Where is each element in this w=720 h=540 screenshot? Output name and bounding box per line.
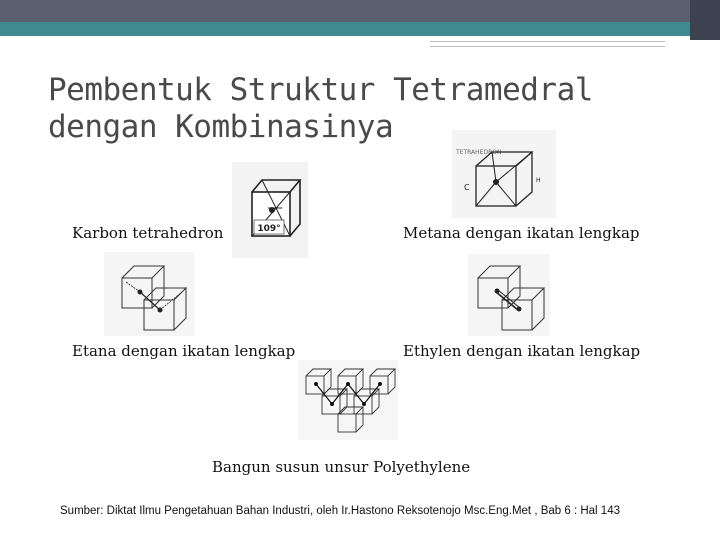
ethylen-diagram	[468, 254, 550, 336]
header-rule-1	[430, 41, 665, 42]
header-rule-2	[430, 46, 665, 47]
header-corner-block	[690, 0, 720, 40]
figure-metana	[452, 130, 556, 218]
metana-header-text: TETRAHEDRON	[456, 149, 502, 156]
polyethylene-diagram	[298, 360, 398, 440]
metana-label-c: C	[464, 183, 470, 192]
title-line-2: dengan Kombinasinya	[48, 109, 394, 145]
karbon-tetrahedron-diagram	[232, 162, 308, 258]
caption-ethylen: Ethylen dengan ikatan lengkap	[403, 342, 641, 360]
header-band-dark	[0, 0, 720, 22]
figure-polyethylene	[298, 360, 398, 440]
figure-ethylen	[468, 254, 550, 336]
source-note: Sumber: Diktat Ilmu Pengetahuan Bahan Industri, oleh Ir.Hastono Reksotenojo Msc.Eng.Met , Bab 6 : Hal 143	[60, 505, 620, 517]
angle-label: 109°	[257, 224, 281, 234]
etana-diagram	[104, 252, 194, 336]
caption-metana: Metana dengan ikatan lengkap	[403, 224, 640, 242]
caption-karbon: Karbon tetrahedron	[72, 224, 224, 242]
title-line-1: Pembentuk Struktur Tetramedral	[48, 72, 593, 108]
metana-diagram	[452, 130, 556, 218]
header-band-teal	[0, 22, 720, 36]
figure-karbon-tetrahedron	[232, 162, 308, 258]
metana-label-h: H	[536, 177, 541, 184]
caption-etana: Etana dengan ikatan lengkap	[72, 342, 296, 360]
page-title	[48, 72, 648, 146]
figure-etana	[104, 252, 194, 336]
caption-polyethylene: Bangun susun unsur Polyethylene	[212, 458, 471, 476]
